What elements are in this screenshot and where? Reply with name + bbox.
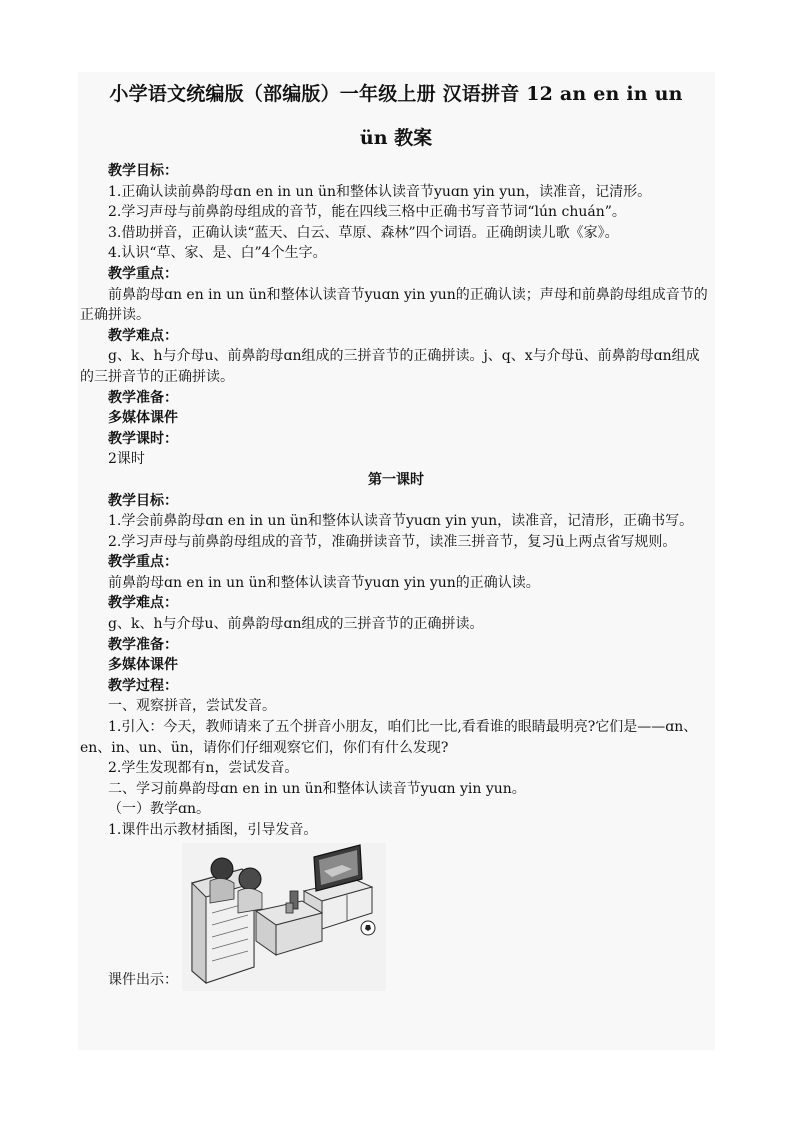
process-step-1-1: 1.引入：今天，教师请来了五个拼音小朋友，咱们比一比,看看谁的眼睛最明亮?它们是——ɑn、en、in、un、ün，请你们仔细观察它们，你们有什么发现? — [80, 719, 698, 756]
lesson-1-process-heading: 教学过程： — [108, 677, 178, 694]
key-points-heading: 教学重点： — [108, 265, 178, 282]
goals-heading: 教学目标： — [108, 163, 178, 179]
preparation-text: 多媒体课件 — [108, 410, 178, 427]
lesson-1-key-heading: 教学重点： — [108, 554, 178, 571]
title-line-2: ün 教案 — [359, 127, 433, 149]
key-points-text: 前鼻韵母ɑn en in un ün和整体认读音节yuɑn yin yun的正确认读；声母和前鼻韵母组成音节的正确拼读。 — [80, 286, 708, 324]
process-step-2-a: （一）教学ɑn。 — [108, 801, 210, 818]
goal-item-2: 2.学习声母与前鼻韵母组成的音节，能在四线三格中正确书写音节词“lún chuán”。 — [108, 204, 626, 221]
lesson-1-key-text: 前鼻韵母ɑn en in un ün和整体认读音节yuɑn yin yun的正确认读。 — [108, 574, 540, 591]
class-hours-heading: 教学课时： — [108, 430, 178, 447]
document-title — [80, 81, 712, 151]
courseware-caption: 课件出示： — [108, 972, 178, 988]
goal-item-3: 3.借助拼音，正确认读“蓝天、白云、草原、森林”四个词语。正确朗读儿歌《家》。 — [108, 224, 619, 241]
preparation-heading: 教学准备： — [108, 389, 178, 406]
process-step-1-2: 2.学生发现都有n，尝试发音。 — [108, 760, 299, 777]
document-content — [80, 78, 712, 991]
lesson-1-goal-2: 2.学习声母与前鼻韵母组成的音节，准确拼读音节，读准三拼音节，复习ü上两点省写规则。 — [108, 533, 677, 550]
lesson-1-prep-text: 多媒体课件 — [108, 657, 178, 674]
process-step-2: 二、学习前鼻韵母ɑn en in un ün和整体认读音节yuɑn yin yun。 — [108, 780, 526, 797]
difficulty-text: g、k、h与介母u、前鼻韵母ɑn组成的三拼音节的正确拼读。j、q、x与介母ü、前鼻韵母ɑn组成的三拼音节的正确拼读。 — [80, 348, 700, 385]
lesson-1-goals-heading: 教学目标： — [108, 492, 178, 509]
goal-item-1: 1.正确认读前鼻韵母ɑn en in un ün和整体认读音节yuɑn yin yun，读准音，记清形。 — [108, 183, 652, 200]
difficulty-heading: 教学难点： — [108, 327, 178, 344]
class-hours-text: 2课时 — [108, 451, 145, 468]
goal-item-4: 4.认识“草、家、是、白”4个生字。 — [108, 245, 327, 262]
lesson-1-heading: 第一课时 — [368, 471, 424, 488]
lesson-1-difficulty-text: g、k、h与介母u、前鼻韵母ɑn组成的三拼音节的正确拼读。 — [108, 616, 484, 633]
process-step-1: 一、观察拼音，尝试发音。 — [108, 698, 276, 715]
title-line-1: 小学语文统编版（部编版）一年级上册 汉语拼音 12 an en in un — [109, 83, 683, 105]
lesson-1-prep-heading: 教学准备： — [108, 636, 178, 653]
process-step-2-a-1: 1.课件出示教材插图，引导发音。 — [108, 822, 318, 838]
lesson-1-goal-1: 1.学会前鼻韵母ɑn en in un ün和整体认读音节yuɑn yin yun，读准音，记清形，正确书写。 — [108, 513, 694, 530]
textbook-illustration — [182, 843, 386, 991]
courseware-row — [80, 843, 712, 991]
lesson-1-difficulty-heading: 教学难点： — [108, 595, 178, 612]
